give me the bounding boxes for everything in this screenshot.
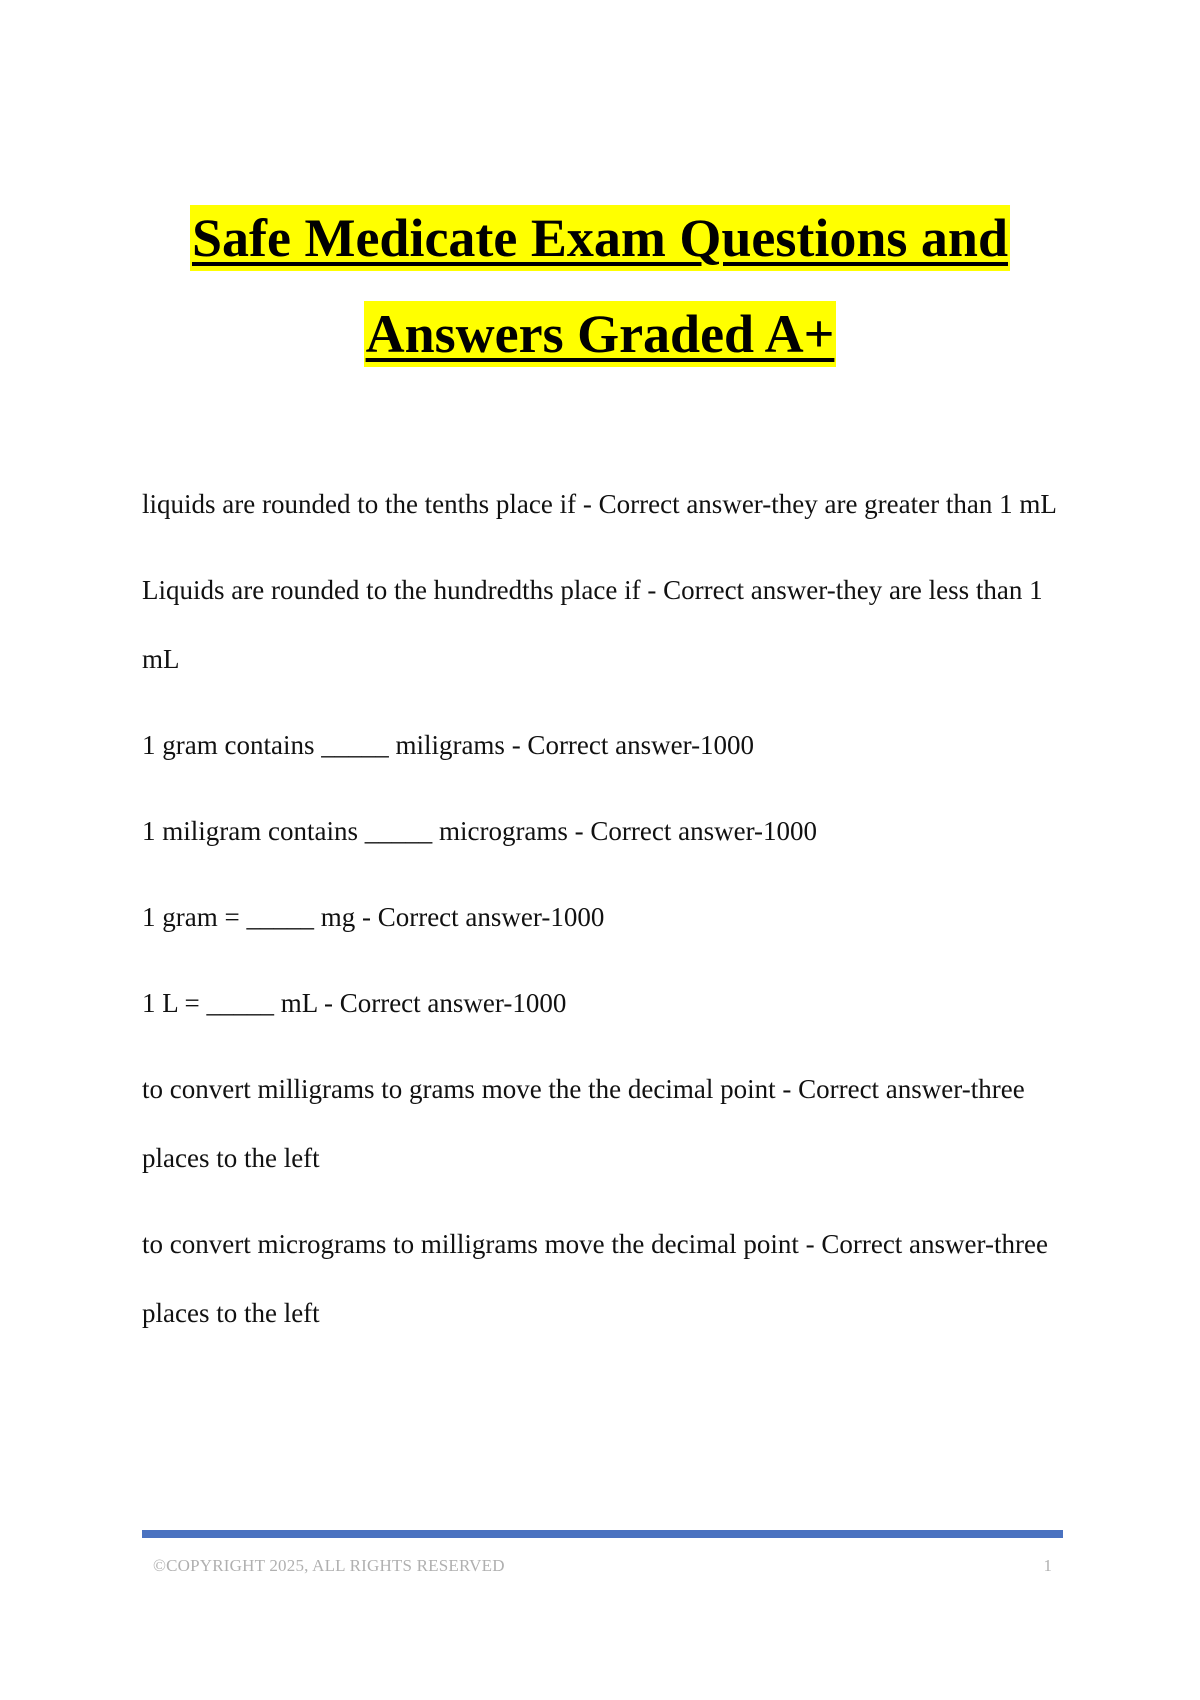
qa-item: to convert micrograms to milligrams move the decimal point - Correct answer-three places to the left: [142, 1229, 1048, 1328]
page-number: 1: [1043, 1556, 1052, 1575]
qa-item: Liquids are rounded to the hundredths place if - Correct answer-they are less than 1 mL: [142, 575, 1043, 674]
qa-item: 1 miligram contains _____ micrograms - Correct answer-1000: [142, 816, 818, 846]
document-title: [100, 190, 1100, 382]
qa-item: to convert milligrams to grams move the the decimal point - Correct answer-three places to the left: [142, 1074, 1025, 1173]
qa-item: liquids are rounded to the tenths place if - Correct answer-they are greater than 1 mL: [142, 489, 1057, 519]
qa-item: 1 gram contains _____ miligrams - Correct answer-1000: [142, 730, 755, 760]
footer-rule: [142, 1530, 1063, 1538]
footer-copyright: ©COPYRIGHT 2025, ALL RIGHTS RESERVED: [153, 1556, 505, 1575]
qa-item: 1 gram = _____ mg - Correct answer-1000: [142, 902, 605, 932]
qa-item: 1 L = _____ mL - Correct answer-1000: [142, 988, 567, 1018]
title-line-1: Safe Medicate Exam Questions and: [190, 205, 1010, 271]
qa-list: [142, 470, 1072, 1365]
title-row-2: [100, 286, 1100, 382]
title-row-1: [100, 190, 1100, 286]
title-line-2: Answers Graded A+: [364, 301, 837, 367]
